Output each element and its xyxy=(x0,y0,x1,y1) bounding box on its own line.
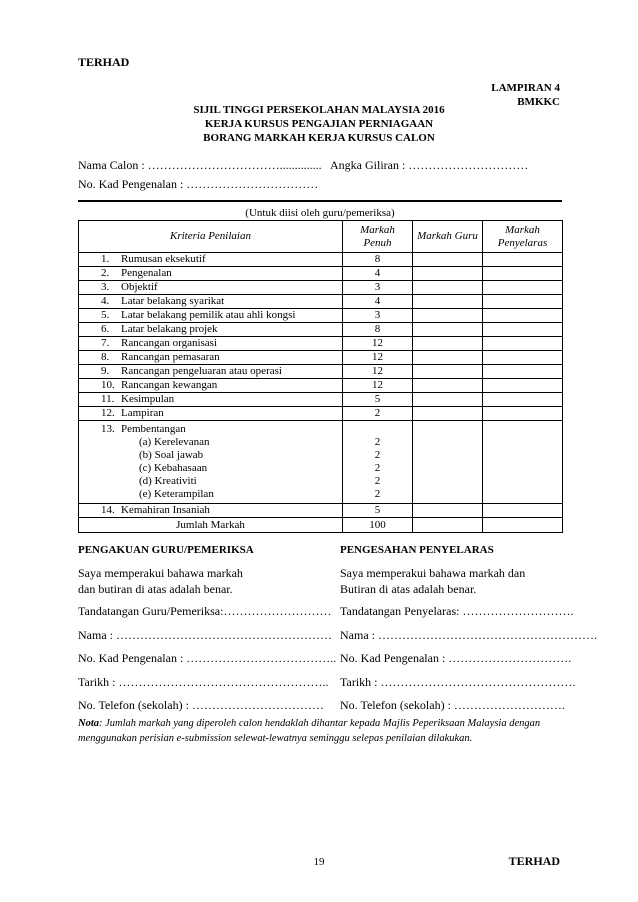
table-row xyxy=(79,309,563,323)
sub-full-mark: 2 xyxy=(374,462,381,474)
coordinator-declaration-line-1: Saya memperakui bahawa markah dan xyxy=(340,566,526,580)
criteria-table xyxy=(78,220,563,533)
table-row xyxy=(79,253,563,267)
coordinator-mark-cell[interactable] xyxy=(483,309,563,323)
candidate-ic-field[interactable]: No. Kad Pengenalan : …………………………… xyxy=(78,177,319,191)
sub-item-creativity: (d) Kreativiti xyxy=(139,475,197,487)
table-row xyxy=(79,379,563,393)
table-header-row xyxy=(79,221,563,253)
coordinator-mark-cell[interactable] xyxy=(483,281,563,295)
note-text-line-2: menggunakan perisian e-submission selewat-lewatnya seminggu selepas penilaian dilakukan. xyxy=(78,733,473,744)
teacher-mark-cell[interactable] xyxy=(413,365,483,379)
sub-item-skills: (e) Keterampilan xyxy=(139,488,214,500)
table-row xyxy=(79,365,563,379)
coordinator-signature-field[interactable]: Tandatangan Penyelaras: ………………………. xyxy=(340,604,574,618)
restricted-label-top: TERHAD xyxy=(78,55,130,69)
teacher-date-field[interactable]: Tarikh : …………………………………………….. xyxy=(78,675,329,689)
row-label: Kesimpulan xyxy=(121,393,175,405)
teacher-mark-cell[interactable] xyxy=(413,504,483,518)
row-full-marks: 12 xyxy=(343,351,413,365)
row-full-marks: 12 xyxy=(343,379,413,393)
coordinator-mark-cell[interactable] xyxy=(483,365,563,379)
teacher-mark-cell[interactable] xyxy=(413,281,483,295)
row-number: 6. xyxy=(101,323,110,335)
total-full-marks: 100 xyxy=(343,518,413,533)
table-row xyxy=(79,393,563,407)
teacher-mark-cell[interactable] xyxy=(413,309,483,323)
coordinator-name-field[interactable]: Nama : ………………………………………………. xyxy=(340,628,597,642)
row-full-marks: 3 xyxy=(343,309,413,323)
row-full-marks: 8 xyxy=(343,323,413,337)
table-row xyxy=(79,504,563,518)
row-label: Rancangan kewangan xyxy=(121,379,218,391)
sub-full-mark: 2 xyxy=(374,449,381,461)
coordinator-heading: PENGESAHAN PENYELARAS xyxy=(340,544,494,556)
coordinator-mark-cell[interactable] xyxy=(483,253,563,267)
appendix-label: LAMPIRAN 4 xyxy=(491,82,560,94)
row-label: Objektif xyxy=(121,281,158,293)
table-row xyxy=(79,407,563,421)
note-label: Nota xyxy=(78,718,99,729)
total-row xyxy=(79,518,563,533)
coordinator-declaration-line-2: Butiran di atas adalah benar. xyxy=(340,582,477,596)
row-full-marks: 12 xyxy=(343,337,413,351)
row-full-marks: 5 xyxy=(343,393,413,407)
note-text-line-1: : Jumlah markah yang diperoleh calon hendaklah dihantar kepada Majlis Peperiksaan Malaysia dengan xyxy=(99,718,541,729)
table-caption: (Untuk diisi oleh guru/pemeriksa) xyxy=(245,207,395,219)
teacher-mark-cell[interactable] xyxy=(413,421,483,504)
row-label: Lampiran xyxy=(121,407,164,419)
teacher-total-cell[interactable] xyxy=(413,518,483,533)
row-full-marks: 5 xyxy=(343,504,413,518)
teacher-name-field[interactable]: Nama : ……………………………………………… xyxy=(78,628,332,642)
table-row xyxy=(79,267,563,281)
sub-item-relevance: (a) Kerelevanan xyxy=(139,436,210,448)
teacher-mark-cell[interactable] xyxy=(413,253,483,267)
note xyxy=(78,716,562,746)
header-coordinator-marks: Markah Penyelaras xyxy=(483,221,563,253)
teacher-mark-cell[interactable] xyxy=(413,351,483,365)
row-number: 5. xyxy=(101,309,110,321)
row-full-marks: 8 xyxy=(343,253,413,267)
coordinator-ic-field[interactable]: No. Kad Pengenalan : …………………………. xyxy=(340,651,572,665)
coordinator-mark-cell[interactable] xyxy=(483,393,563,407)
row-number: 2. xyxy=(101,267,110,279)
coordinator-total-cell[interactable] xyxy=(483,518,563,533)
teacher-mark-cell[interactable] xyxy=(413,379,483,393)
table-row xyxy=(79,281,563,295)
row-number: 7. xyxy=(101,337,110,349)
row-label: Latar belakang projek xyxy=(121,323,218,335)
candidate-turn-number-field[interactable]: Angka Giliran : ………………………… xyxy=(330,158,529,172)
restricted-label-bottom: TERHAD xyxy=(508,854,560,868)
coordinator-mark-cell[interactable] xyxy=(483,295,563,309)
row-label: Rancangan pengeluaran atau operasi xyxy=(121,365,282,377)
teacher-mark-cell[interactable] xyxy=(413,323,483,337)
form-code: BMKKC xyxy=(517,96,560,108)
header-teacher-marks: Markah Guru xyxy=(413,221,483,253)
row-label: Pembentangan xyxy=(121,423,186,435)
teacher-declaration-line-1: Saya memperakui bahawa markah xyxy=(78,566,243,580)
sub-full-mark: 2 xyxy=(374,488,381,500)
total-label: Jumlah Markah xyxy=(79,518,343,533)
teacher-heading: PENGAKUAN GURU/PEMERIKSA xyxy=(78,544,254,556)
coordinator-mark-cell[interactable] xyxy=(483,323,563,337)
table-row xyxy=(79,351,563,365)
table-row xyxy=(79,295,563,309)
sub-full-mark: 2 xyxy=(374,475,381,487)
table-row xyxy=(79,337,563,351)
row-number: 14. xyxy=(101,504,115,516)
row-number: 11. xyxy=(101,393,115,405)
teacher-mark-cell[interactable] xyxy=(413,267,483,281)
teacher-mark-cell[interactable] xyxy=(413,407,483,421)
coordinator-mark-cell[interactable] xyxy=(483,504,563,518)
row-label: Rumusan eksekutif xyxy=(121,253,206,265)
coordinator-declaration xyxy=(340,565,525,597)
row-number: 8. xyxy=(101,351,110,363)
header-full-marks: Markah Penuh xyxy=(343,221,413,253)
row-label: Rancangan organisasi xyxy=(121,337,218,349)
table-row xyxy=(79,323,563,337)
row-label: Latar belakang pemilik atau ahli kongsi xyxy=(121,309,296,321)
row-number: 10. xyxy=(101,379,115,391)
teacher-declaration xyxy=(78,565,243,597)
teacher-declaration-line-2: dan butiran di atas adalah benar. xyxy=(78,582,233,596)
row-full-marks: 12 xyxy=(343,365,413,379)
sub-item-language: (c) Kebahasaan xyxy=(139,462,208,474)
row-number: 4. xyxy=(101,295,110,307)
coordinator-mark-cell[interactable] xyxy=(483,421,563,504)
row-label: Pengenalan xyxy=(121,267,172,279)
separator-line xyxy=(78,200,562,202)
row-full-marks: 2 xyxy=(343,407,413,421)
teacher-signature-field[interactable]: Tandatangan Guru/Pemeriksa:……………………… xyxy=(78,604,332,618)
row-full-marks: 4 xyxy=(343,295,413,309)
row-full-marks: 4 xyxy=(343,267,413,281)
row-number: 1. xyxy=(101,253,110,265)
row-label: Latar belakang syarikat xyxy=(121,295,225,307)
row-number: 3. xyxy=(101,281,110,293)
sub-full-mark: 2 xyxy=(374,436,381,448)
title-line-1: SIJIL TINGGI PERSEKOLAHAN MALAYSIA 2016 xyxy=(193,104,445,116)
title-line-2: KERJA KURSUS PENGAJIAN PERNIAGAAN xyxy=(204,118,434,130)
teacher-mark-cell[interactable] xyxy=(413,337,483,351)
sub-item-qa: (b) Soal jawab xyxy=(139,449,204,461)
coordinator-phone-field[interactable]: No. Telefon (sekolah) : ………………………. xyxy=(340,698,565,712)
row-number: 13. xyxy=(101,423,115,435)
teacher-mark-cell[interactable] xyxy=(413,393,483,407)
row-full-marks: 3 xyxy=(343,281,413,295)
coordinator-date-field[interactable]: Tarikh : …………………………………………. xyxy=(340,675,576,689)
table-row-presentation xyxy=(79,421,563,504)
candidate-name-field[interactable]: Nama Calon : …………………………….............. xyxy=(78,158,322,172)
coordinator-mark-cell[interactable] xyxy=(483,337,563,351)
header-criteria: Kriteria Penilaian xyxy=(79,221,343,253)
page-number: 19 xyxy=(313,856,325,868)
row-number: 9. xyxy=(101,365,110,377)
coordinator-mark-cell[interactable] xyxy=(483,351,563,365)
coordinator-mark-cell[interactable] xyxy=(483,379,563,393)
sub-full-marks xyxy=(343,421,413,504)
teacher-ic-field[interactable]: No. Kad Pengenalan : ……………………………….. xyxy=(78,651,337,665)
row-number: 12. xyxy=(101,407,115,419)
coordinator-mark-cell[interactable] xyxy=(483,267,563,281)
coordinator-mark-cell[interactable] xyxy=(483,407,563,421)
row-label: Rancangan pemasaran xyxy=(121,351,220,363)
title-line-3: BORANG MARKAH KERJA KURSUS CALON xyxy=(203,132,435,144)
teacher-mark-cell[interactable] xyxy=(413,295,483,309)
teacher-phone-field[interactable]: No. Telefon (sekolah) : …………………………… xyxy=(78,698,324,712)
row-label: Kemahiran Insaniah xyxy=(121,504,210,516)
